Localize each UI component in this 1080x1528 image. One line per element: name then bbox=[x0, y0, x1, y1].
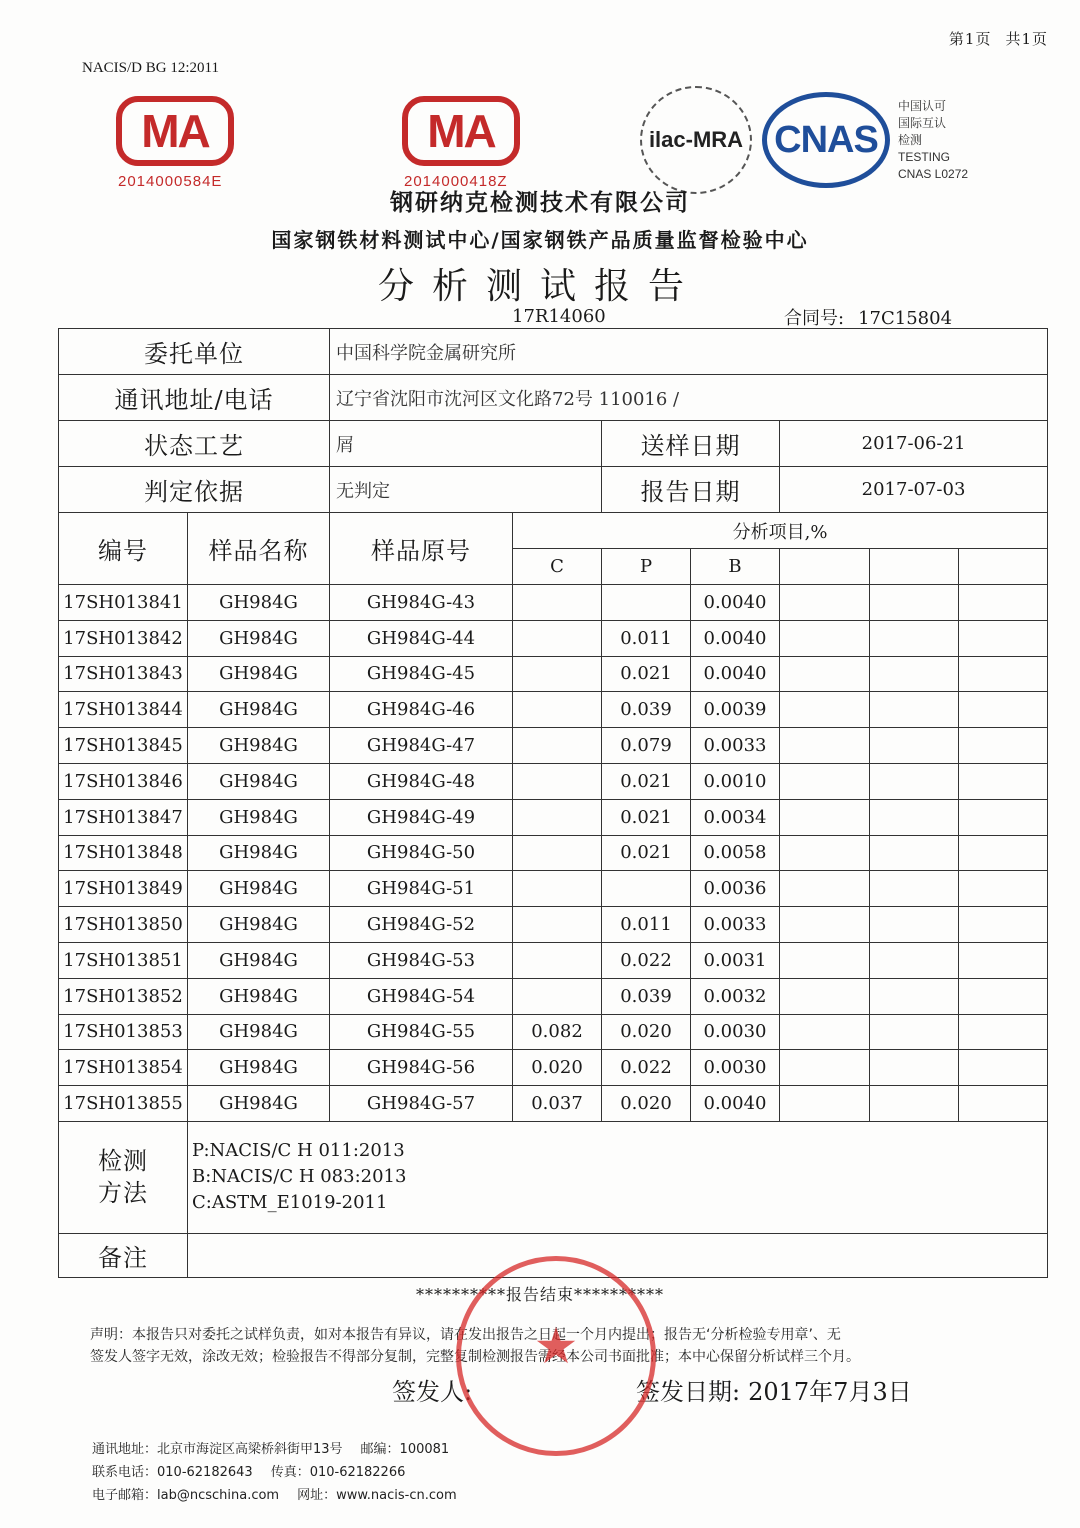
cell-p: 0.021 bbox=[602, 656, 691, 692]
address-label: 通讯地址/电话 bbox=[59, 375, 330, 421]
cell-empty bbox=[870, 692, 959, 728]
cell-b: 0.0030 bbox=[691, 1014, 780, 1050]
cell-empty bbox=[780, 728, 870, 764]
cell-empty bbox=[959, 1014, 1048, 1050]
statement-line: 签发人签字无效，涂改无效；检验报告不得部分复制，完整复制检测报告需经本公司书面批准；本中心保留分析试样三个月。 bbox=[90, 1349, 860, 1365]
remarks-label: 备注 bbox=[59, 1233, 188, 1277]
cell-empty bbox=[780, 1086, 870, 1122]
cnas-caption-line: CNAS L0272 bbox=[898, 167, 969, 181]
cell-empty bbox=[959, 728, 1048, 764]
cell-p: 0.021 bbox=[602, 763, 691, 799]
table-row bbox=[59, 978, 1048, 1014]
table-row bbox=[59, 620, 1048, 656]
cell-empty bbox=[780, 1050, 870, 1086]
cell-orig: GH984G-50 bbox=[330, 835, 513, 871]
cell-orig: GH984G-53 bbox=[330, 942, 513, 978]
cell-empty bbox=[780, 835, 870, 871]
sign-date-label: 签发日期: bbox=[636, 1378, 741, 1406]
cell-b: 0.0010 bbox=[691, 763, 780, 799]
cell-empty bbox=[870, 871, 959, 907]
cell-empty bbox=[870, 942, 959, 978]
cell-b: 0.0040 bbox=[691, 585, 780, 621]
cell-c bbox=[513, 942, 602, 978]
cell-orig: GH984G-57 bbox=[330, 1086, 513, 1122]
cell-empty bbox=[870, 1050, 959, 1086]
contract-value: 17C15804 bbox=[858, 308, 953, 329]
cell-empty bbox=[870, 1086, 959, 1122]
cell-c bbox=[513, 728, 602, 764]
cell-b: 0.0040 bbox=[691, 656, 780, 692]
cell-c bbox=[513, 907, 602, 943]
cell-orig: GH984G-55 bbox=[330, 1014, 513, 1050]
element-header-b: B bbox=[691, 549, 780, 585]
table-row bbox=[59, 942, 1048, 978]
report-date-label: 报告日期 bbox=[602, 467, 780, 513]
cell-empty bbox=[870, 656, 959, 692]
cell-p: 0.021 bbox=[602, 799, 691, 835]
method-label-2: 方法 bbox=[98, 1179, 148, 1208]
cell-name: GH984G bbox=[188, 1050, 330, 1086]
cell-empty bbox=[959, 1050, 1048, 1086]
company-name: 钢研纳克检测技术有限公司 bbox=[390, 189, 690, 216]
center-name: 国家钢铁材料测试中心/国家钢铁产品质量监督检验中心 bbox=[271, 228, 809, 252]
cell-empty bbox=[870, 978, 959, 1014]
official-seal bbox=[456, 1256, 656, 1456]
cell-name: GH984G bbox=[188, 978, 330, 1014]
cell-c: 0.020 bbox=[513, 1050, 602, 1086]
cnas-caption bbox=[898, 98, 968, 183]
cell-orig: GH984G-51 bbox=[330, 871, 513, 907]
ilac-mra-logo: ilac-MRA bbox=[640, 86, 752, 194]
cell-name: GH984G bbox=[188, 1086, 330, 1122]
cell-orig: GH984G-44 bbox=[330, 620, 513, 656]
method-line: P:NACIS/C H 011:2013 bbox=[192, 1140, 405, 1162]
method-line: C:ASTM_E1019-2011 bbox=[192, 1192, 388, 1214]
contract-label: 合同号: bbox=[784, 308, 845, 329]
cell-name: GH984G bbox=[188, 799, 330, 835]
cell-b: 0.0040 bbox=[691, 620, 780, 656]
cell-no: 17SH013841 bbox=[59, 585, 188, 621]
cell-name: GH984G bbox=[188, 871, 330, 907]
footer-postcode: 邮编：100081 bbox=[360, 1442, 450, 1457]
cell-empty bbox=[959, 1086, 1048, 1122]
cell-p bbox=[602, 871, 691, 907]
page-number bbox=[949, 28, 1048, 49]
cnas-caption-line: 国际互认 bbox=[898, 116, 947, 130]
cell-empty bbox=[870, 1014, 959, 1050]
cell-empty bbox=[959, 656, 1048, 692]
table-row bbox=[59, 835, 1048, 871]
cell-name: GH984G bbox=[188, 763, 330, 799]
sign-date-value: 2017年7月3日 bbox=[748, 1378, 912, 1406]
cell-p: 0.039 bbox=[602, 978, 691, 1014]
cell-p: 0.011 bbox=[602, 907, 691, 943]
table-row bbox=[59, 1014, 1048, 1050]
cnas-caption-line: 检测 bbox=[898, 133, 923, 147]
cell-no: 17SH013849 bbox=[59, 871, 188, 907]
cell-empty bbox=[780, 656, 870, 692]
table-row bbox=[59, 1086, 1048, 1122]
cell-c: 0.037 bbox=[513, 1086, 602, 1122]
cell-empty bbox=[959, 942, 1048, 978]
report-number: 17R14060 bbox=[512, 306, 606, 327]
footer-phone: 联系电话：010-62182643 bbox=[92, 1465, 253, 1480]
cma-logo-right: MA bbox=[402, 96, 520, 166]
table-row bbox=[59, 585, 1048, 621]
cell-empty bbox=[780, 907, 870, 943]
standard-code: NACIS/D BG 12:2011 bbox=[82, 60, 219, 76]
signer-label: 签发人: bbox=[392, 1378, 473, 1406]
cell-c bbox=[513, 978, 602, 1014]
cell-name: GH984G bbox=[188, 585, 330, 621]
cell-empty bbox=[780, 871, 870, 907]
cell-p: 0.079 bbox=[602, 728, 691, 764]
cell-orig: GH984G-52 bbox=[330, 907, 513, 943]
cell-empty bbox=[959, 763, 1048, 799]
cell-empty bbox=[870, 585, 959, 621]
basis-value: 无判定 bbox=[330, 467, 602, 513]
address-value: 辽宁省沈阳市沈河区文化路72号 110016 / bbox=[330, 375, 1048, 421]
footer-line-3 bbox=[92, 1484, 457, 1503]
cma-number-right: 2014000418Z bbox=[404, 173, 508, 190]
element-header-p: P bbox=[602, 549, 691, 585]
element-header-empty bbox=[959, 549, 1048, 585]
cell-empty bbox=[870, 763, 959, 799]
cell-name: GH984G bbox=[188, 728, 330, 764]
cell-c bbox=[513, 799, 602, 835]
cell-orig: GH984G-46 bbox=[330, 692, 513, 728]
cell-b: 0.0033 bbox=[691, 728, 780, 764]
table-row bbox=[59, 799, 1048, 835]
footer-email: 电子邮箱：lab@ncschina.com bbox=[92, 1488, 280, 1503]
sent-date-value: 2017-06-21 bbox=[780, 421, 1048, 467]
method-label bbox=[59, 1121, 188, 1233]
cell-empty bbox=[780, 585, 870, 621]
remarks-value bbox=[188, 1233, 1048, 1277]
cell-orig: GH984G-45 bbox=[330, 656, 513, 692]
cell-c bbox=[513, 871, 602, 907]
cell-p: 0.022 bbox=[602, 942, 691, 978]
cell-no: 17SH013854 bbox=[59, 1050, 188, 1086]
sign-date bbox=[636, 1372, 912, 1407]
cell-b: 0.0034 bbox=[691, 799, 780, 835]
basis-label: 判定依据 bbox=[59, 467, 330, 513]
contract-number bbox=[784, 304, 952, 330]
report-title: 分析测试报告 bbox=[377, 266, 702, 307]
cell-no: 17SH013843 bbox=[59, 656, 188, 692]
cell-empty bbox=[870, 728, 959, 764]
cma-logo-left: MA bbox=[116, 96, 234, 166]
cell-p: 0.020 bbox=[602, 1014, 691, 1050]
cell-b: 0.0032 bbox=[691, 978, 780, 1014]
cell-no: 17SH013848 bbox=[59, 835, 188, 871]
table-row bbox=[59, 692, 1048, 728]
cell-name: GH984G bbox=[188, 942, 330, 978]
cell-b: 0.0036 bbox=[691, 871, 780, 907]
cell-no: 17SH013855 bbox=[59, 1086, 188, 1122]
cell-name: GH984G bbox=[188, 620, 330, 656]
table-row bbox=[59, 656, 1048, 692]
cell-empty bbox=[959, 585, 1048, 621]
cell-empty bbox=[870, 620, 959, 656]
cell-orig: GH984G-47 bbox=[330, 728, 513, 764]
cell-empty bbox=[780, 942, 870, 978]
cell-p: 0.020 bbox=[602, 1086, 691, 1122]
report-table bbox=[58, 328, 1048, 1278]
table-row bbox=[59, 728, 1048, 764]
cell-orig: GH984G-48 bbox=[330, 763, 513, 799]
cell-c bbox=[513, 656, 602, 692]
cell-p: 0.021 bbox=[602, 835, 691, 871]
cell-c bbox=[513, 692, 602, 728]
cell-orig: GH984G-49 bbox=[330, 799, 513, 835]
footer-line-1 bbox=[92, 1438, 449, 1457]
cell-no: 17SH013847 bbox=[59, 799, 188, 835]
table-row bbox=[59, 763, 1048, 799]
cell-no: 17SH013853 bbox=[59, 1014, 188, 1050]
table-row bbox=[59, 871, 1048, 907]
cell-no: 17SH013844 bbox=[59, 692, 188, 728]
method-label-1: 检测 bbox=[98, 1147, 148, 1176]
cell-name: GH984G bbox=[188, 835, 330, 871]
cell-empty bbox=[780, 978, 870, 1014]
col-header-orig: 样品原号 bbox=[330, 513, 513, 585]
cell-b: 0.0031 bbox=[691, 942, 780, 978]
cell-no: 17SH013852 bbox=[59, 978, 188, 1014]
cell-no: 17SH013842 bbox=[59, 620, 188, 656]
client-label: 委托单位 bbox=[59, 329, 330, 375]
seal-star-icon: ★ bbox=[533, 1317, 579, 1375]
cell-empty bbox=[959, 871, 1048, 907]
cell-name: GH984G bbox=[188, 656, 330, 692]
cell-empty bbox=[959, 978, 1048, 1014]
cell-empty bbox=[959, 835, 1048, 871]
cell-empty bbox=[959, 907, 1048, 943]
cell-no: 17SH013845 bbox=[59, 728, 188, 764]
footer-website: 网址：www.nacis-cn.com bbox=[297, 1488, 457, 1503]
cell-b: 0.0039 bbox=[691, 692, 780, 728]
sent-date-label: 送样日期 bbox=[602, 421, 780, 467]
method-value bbox=[188, 1121, 1048, 1233]
cell-b: 0.0040 bbox=[691, 1086, 780, 1122]
cell-b: 0.0030 bbox=[691, 1050, 780, 1086]
element-header-empty bbox=[780, 549, 870, 585]
cell-c bbox=[513, 763, 602, 799]
cell-no: 17SH013851 bbox=[59, 942, 188, 978]
cell-empty bbox=[959, 799, 1048, 835]
cell-name: GH984G bbox=[188, 907, 330, 943]
element-header-empty bbox=[870, 549, 959, 585]
page-current: 第1页 bbox=[948, 30, 992, 48]
cell-p: 0.011 bbox=[602, 620, 691, 656]
cell-empty bbox=[780, 799, 870, 835]
cell-empty bbox=[870, 799, 959, 835]
state-label: 状态工艺 bbox=[59, 421, 330, 467]
cell-no: 17SH013850 bbox=[59, 907, 188, 943]
cma-number-left: 2014000584E bbox=[118, 173, 223, 190]
report-end-line: **********报告结束********** bbox=[415, 1285, 664, 1304]
footer-line-2 bbox=[92, 1461, 405, 1480]
footer-address: 通讯地址：北京市海淀区高梁桥斜街甲13号 bbox=[92, 1442, 343, 1457]
cell-empty bbox=[780, 692, 870, 728]
cell-c bbox=[513, 585, 602, 621]
cell-c bbox=[513, 835, 602, 871]
col-header-no: 编号 bbox=[59, 513, 188, 585]
cell-orig: GH984G-56 bbox=[330, 1050, 513, 1086]
analysis-header: 分析项目,% bbox=[513, 513, 1048, 549]
cell-orig: GH984G-54 bbox=[330, 978, 513, 1014]
statement-line: 声明：本报告只对委托之试样负责，如对本报告有异议，请在发出报告之日起一个月内提出；报告无‘分析检验专用章’、无 bbox=[90, 1327, 841, 1343]
element-header-c: C bbox=[513, 549, 602, 585]
cell-empty bbox=[780, 620, 870, 656]
cell-empty bbox=[959, 620, 1048, 656]
cell-c: 0.082 bbox=[513, 1014, 602, 1050]
cell-empty bbox=[870, 907, 959, 943]
cell-empty bbox=[870, 835, 959, 871]
cell-name: GH984G bbox=[188, 1014, 330, 1050]
cell-b: 0.0058 bbox=[691, 835, 780, 871]
cnas-logo: CNAS bbox=[762, 92, 890, 188]
cell-p: 0.039 bbox=[602, 692, 691, 728]
client-value: 中国科学院金属研究所 bbox=[330, 329, 1048, 375]
cell-empty bbox=[780, 763, 870, 799]
table-row bbox=[59, 1050, 1048, 1086]
cell-empty bbox=[780, 1014, 870, 1050]
col-header-name: 样品名称 bbox=[188, 513, 330, 585]
method-line: B:NACIS/C H 083:2013 bbox=[192, 1166, 407, 1188]
table-row bbox=[59, 907, 1048, 943]
footer-fax: 传真：010-62182266 bbox=[270, 1465, 406, 1480]
cnas-caption-line: TESTING bbox=[898, 150, 951, 164]
cell-c bbox=[513, 620, 602, 656]
state-value: 屑 bbox=[330, 421, 602, 467]
cell-p: 0.022 bbox=[602, 1050, 691, 1086]
cell-b: 0.0033 bbox=[691, 907, 780, 943]
cell-p bbox=[602, 585, 691, 621]
cell-no: 17SH013846 bbox=[59, 763, 188, 799]
cell-name: GH984G bbox=[188, 692, 330, 728]
cell-orig: GH984G-43 bbox=[330, 585, 513, 621]
report-date-value: 2017-07-03 bbox=[780, 467, 1048, 513]
page-total: 共1页 bbox=[1005, 30, 1048, 48]
cnas-caption-line: 中国认可 bbox=[898, 99, 947, 113]
cell-empty bbox=[959, 692, 1048, 728]
